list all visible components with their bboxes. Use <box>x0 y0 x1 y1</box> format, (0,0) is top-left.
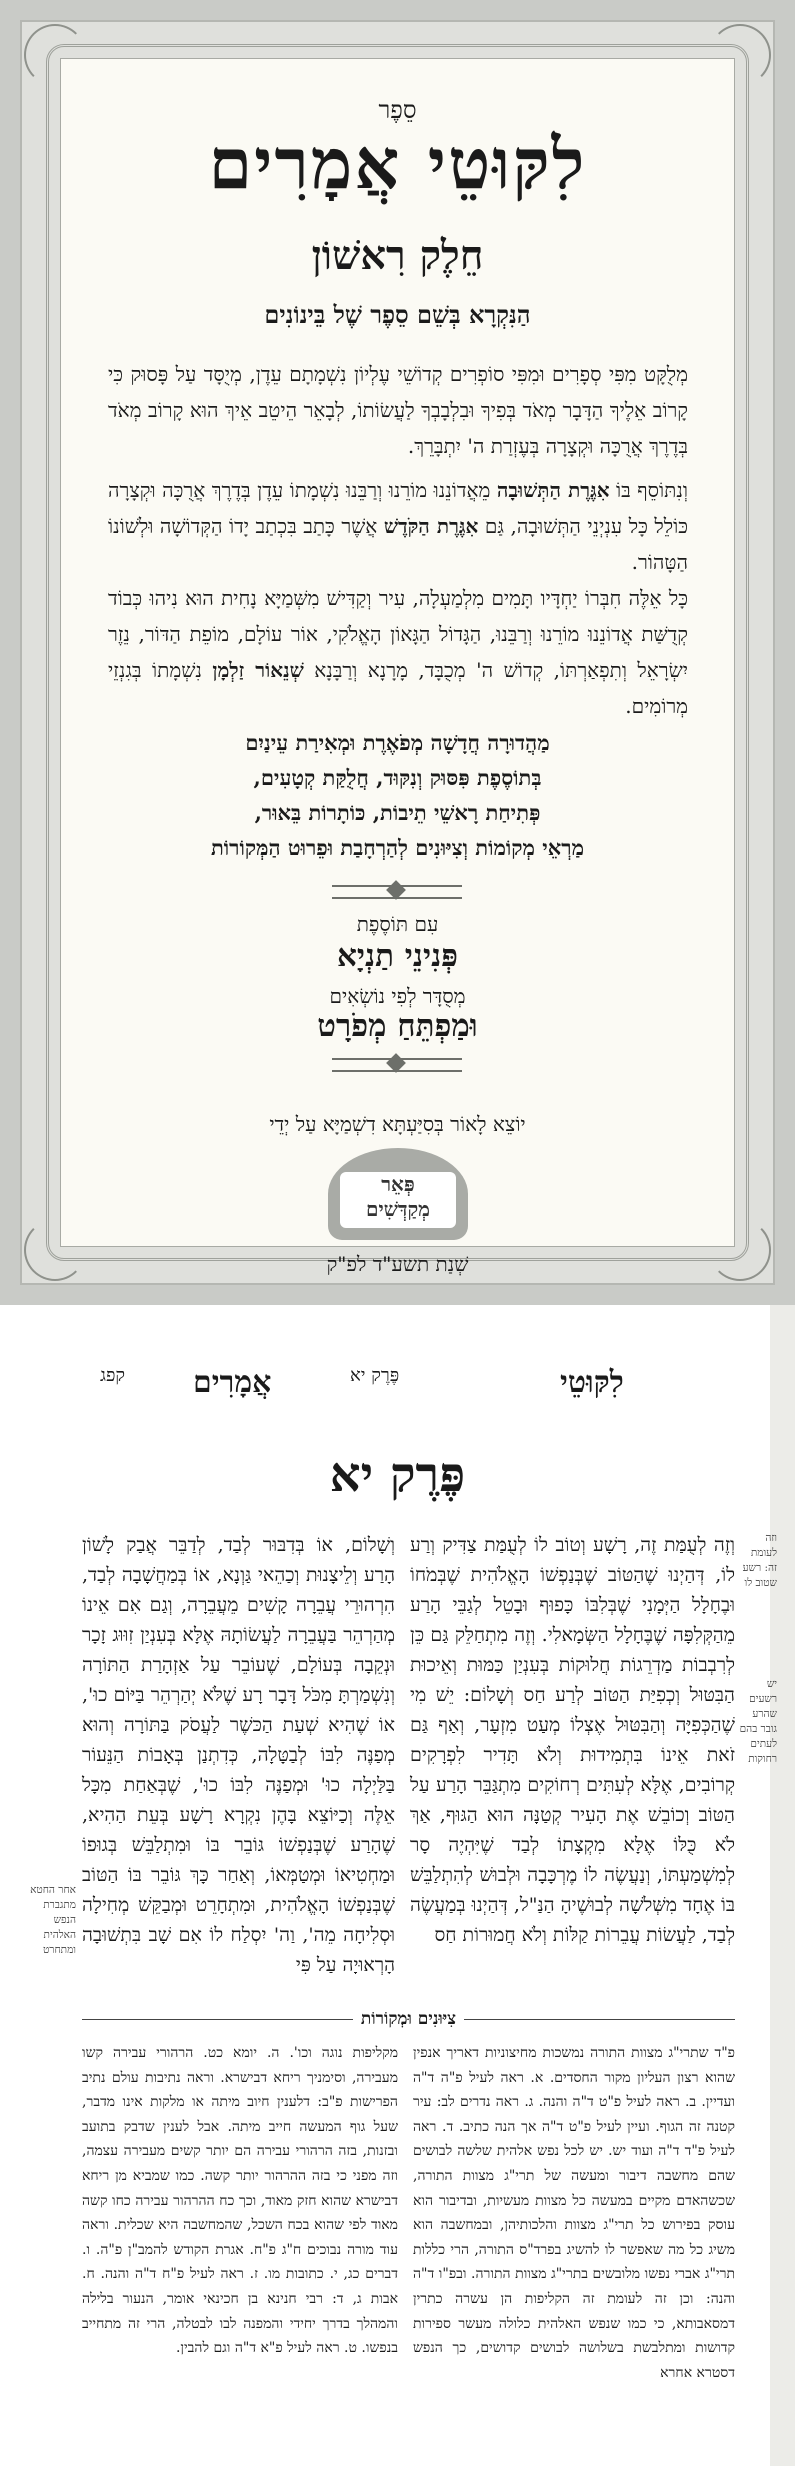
feature-line: מַהֲדוּרָה חֲדָשָׁה מְפֹאֶרֶת וּמְאִירַת עֵינַיִם <box>245 730 550 755</box>
logo-text: פְּאֵר <box>381 1172 415 1196</box>
additions-paragraph: וְנִתּוֹסֵף בּוֹ אִגֶּרֶת הַתְּשׁוּבָה מֵאֲדוֹנֵנוּ מוֹרֵנוּ וְרַבֵּנוּ נִשְׁמָתוֹ עֵדֶן בְּדֶרֶךְ אֲרֻכָּה וּקְצָרָה כּוֹלֵל כָּל עִנְיְנֵי הַתְּשׁוּבָה, גַּם אִגֶּרֶת הַקֹּדֶשׁ אֲשֶׁר כָּתַב בִּכְתַב יָדוֹ הַקְּדוֹשָׁה וּלְשׁוֹנוֹ הַטָּהוֹר. <box>108 478 688 574</box>
page-number: קפג <box>100 1365 126 1386</box>
addition-description: מְסֻדָּר לְפִי נוֹשְׂאִים <box>329 984 466 1008</box>
notes-separator <box>82 2009 735 2029</box>
running-header-left: אֲמָרִים <box>193 1365 272 1400</box>
running-header-right: לִקּוּטֵי <box>560 1365 624 1400</box>
part-title: חֵלֶק רִאשׁוֹן <box>311 232 484 279</box>
main-title: לִקּוּטֵי אֲמָרִים <box>208 122 587 205</box>
addition-index: וּמַפְתֵּחַ מְפֹרָט <box>317 1008 478 1044</box>
main-text-column-left: וְשָׁלוֹם, אוֹ בְּדִבּוּר לְבַד, לְדַבֵּר אֲבַק לָשׁוֹן הָרַע וְלֵיצָנוּת וְכַהֵאי גַּוְנָא, אוֹ בְּמַחֲשָׁבָה לְבַד, הִרְהוּרֵי עֲבֵרָה קָשִׁים מֵעֲבֵרָה, וְגַם אִם אֵינוֹ מְהַרְהֵר בַּעֲבֵרָה לַעֲשׂוֹתָהּ אֶלָּא בְּעִנְיַן זִוּוּג זָכָר וּנְקֵבָה בְּעוֹלָם, שֶׁעוֹבֵר עַל אַזְהָרַת הַתּוֹרָה וְנִשְׁמַרְתָּ מִכֹּל דָּבָר רָע שֶׁלֹּא יְהַרְהֵר בַּיּוֹם כוּ', אוֹ שֶׁהִיא שְׁעַת הַכּשֶׁר לַעֲסֹק בַּתּוֹרָה וְהוּא מְפַנֶּה לִבּוֹ לְבַטָּלָה, כְּדִתְנַן בְּאָבוֹת הַנֵּעוֹר בַּלַּיְלָה כוּ' וּמְפַנֶּה לִבּוֹ כוּ', שֶׁבְּאַחַת מִכָּל אֵלֶּה וְכַיּוֹצֵא בָּהֶן נִקְרָא רָשָׁע בְּעֵת הַהִיא, שֶׁהָרַע שֶׁבְּנַפְשׁוֹ גּוֹבֵר בּוֹ וּמִתְלַבֵּשׁ בְּגוּפוֹ וּמַחְטִיאוֹ וּמְטַמְּאוֹ, וְאַחַר כָּךְ גּוֹבֵר בּוֹ הַטּוֹב שֶׁבְּנַפְשׁוֹ הָאֱלֹהִית, וּמִתְחָרֵט וּמְבַקֵּשׁ מְחִילָה וּסְלִיחָה מֵה', וַה' יִסְלַח לוֹ אִם שָׁב בִּתְשׁוּבָה הָרְאוּיָה עַל פִּי <box>82 1534 395 1976</box>
text-page <box>0 1305 795 2466</box>
publisher-logo <box>328 1148 468 1240</box>
corner-ornament-icon <box>709 24 771 86</box>
ornament-divider-icon <box>332 1058 462 1072</box>
subtitle: הַנִּקְרָא בְּשֵׁם סֵפֶר שֶׁל בֵּינוֹנִים <box>264 300 531 329</box>
feature-line: בְּתוֹסֶפֶת פִּסּוּק וְנִקּוּד, חֲלֻקַּת קְטָעִים, <box>253 765 542 790</box>
chapter-title: פֶּרֶק יא <box>329 1447 466 1503</box>
addition-name: פְּנִינֵי תַנְיָא <box>336 938 459 974</box>
sefer-label: סֵפֶר <box>378 96 417 124</box>
margin-note: אחר החטא מתגברת הנפש האלהית ומתחרט <box>30 1884 76 1956</box>
publisher-line: יוֹצֵא לָאוֹר בְּסִיַּעְתָּא דִשְׁמַיָּא עַל יְדֵי <box>269 1112 526 1136</box>
logo-text: מְקַדְּשִׁים <box>365 1197 431 1221</box>
publication-year: שְׁנַת תשע"ד לפ"ק <box>326 1252 469 1276</box>
iggeret-hateshuva: אִגֶּרֶת הַתְּשׁוּבָה <box>496 478 610 502</box>
iggeret-hakodesh: אִגֶּרֶת הַקֹּדֶשׁ <box>383 514 479 538</box>
author-paragraph: כָּל אֵלֶּה חִבְּרוֹ יַחְדָּיו תָּמִים מִלְמַעְלָה, עִיר וְקַדִּישׁ מִשְּׁמַיָּא נָחִית הוּא נִיהוּ כְּבוֹד קְדֻשַּׁת אֲדוֹנֵנוּ מוֹרֵנוּ וְרַבֵּנוּ, הַגָּדוֹל הַגָּאוֹן הָאֱלֹקִי, אוֹר עוֹלָם, מוֹפֵת הַדּוֹר, נֵזֶר יִשְׂרָאֵל וְתִפְאַרְתּוֹ, קְדוֹשׁ ה' מְכֻבָּד, מָרָנָא וְרַבָּנָא שְׁנֵאוֹר זַלְמָן נִשְׁמָתוֹ בְּגִנְזֵי מְרוֹמִים. <box>108 586 689 718</box>
corner-ornament-icon <box>24 24 86 86</box>
main-text-column-right: וְזֶה לְעֻמַּת זֶה, רָשָׁע וְטוֹב לוֹ לְעֻמַּת צַדִּיק וְרַע לוֹ, דְּהַיְנוּ שֶׁהַטּוֹב שֶׁבְּנַפְשׁוֹ הָאֱלֹהִית שֶׁבְּמֹחוֹ וּבֶחָלָל הַיְּמָנִי שֶׁבְּלִבּוֹ כָּפוּף וּבָטֵל לְגַבֵּי הָרַע מֵהַקְּלִפָּה שֶׁבֶּחָלָל הַשְּׂמָאלִי. וְזֶה מִתְחַלֵּק גַּם כֵּן לְרִבְבוֹת מַדְרֵגוֹת חֲלוּקוֹת בְּעִנְיַן כַּמּוּת וְאֵיכוּת הַבִּטּוּל וְכְפִיַּת הַטּוֹב לְרַע חַס וְשָׁלוֹם: יֵשׁ מִי שֶׁהַכְּפִיָּה וְהַבִּטּוּל אֶצְלוֹ מְעַט מִזְעָר, וְאַף גַּם זֹאת אֵינוֹ בִּתְמִידוּת וְלֹא תָּדִיר לִפְרָקִים קְרוֹבִים, אֶלָּא לְעִתִּים רְחוֹקִים מִתְגַּבֵּר הָרַע עַל הַטּוֹב וְכוֹבֵשׁ אֶת הָעִיר קְטַנָּה הוּא הַגּוּף, אַךְ לֹא כֻּלּוֹ אֶלָּא מִקְצָתוֹ לְבַד שֶׁיִּהְיֶה סָר לְמִשְׁמַעְתּוֹ, וְנַעֲשֶׂה לוֹ מֶרְכָּבָה וּלְבוּשׁ לְהִתְלַבֵּשׁ בּוֹ אֶחָד מִשְּׁלֹשָׁה לְבוּשֶׁיהָ הַנַּ"ל, דְּהַיְנוּ בְּמַעֲשֶׂה לְבַד, לַעֲשׂוֹת עֲבֵרוֹת קַלּוֹת וְלֹא חֲמוּרוֹת חַס <box>410 1534 735 1946</box>
notes-heading: צִיּוּנִים וּמְקוֹרוֹת <box>353 2009 464 2029</box>
footnotes-column-right: פ"ד שתרי"ג מצוות התורה נמשכות מחיצוניות דאריך אנפין שהוא רצון העליון מקור החסדים. א. ראה לעיל פ"ה ד"ה ועדיין. ב. ראה לעיל פ"ט ד"ה והנה. ג. ראה נדרים לב: עיר קטנה זה הגוף. ועיין לעיל פ"ט ד"ה אך הנה כתיב. ד. ראה לעיל פ"ד ד"ה ועוד יש. יש לכל נפש אלהית שלשה לבושים שהם מחשבה דיבור ומעשה של תרי"ג מצוות התורה, שכשהאדם מקיים במעשה כל מצוות מעשיות, ובדיבור הוא עוסק בפירוש כל תרי"ג מצוות והלכותיהן, ובמחשבה הוא משיג כל מה שאפשר לו להשיג בפרד"ס התורה, הרי כללות תרי"ג אברי נפשו מלובשים בתרי"ג מצוות התורה. ובפ"ו ד"ה והנה: וכן זה לעומת זה הקליפות הן עשרה כתרין דמסאבותא, כי כמו שנפש האלהית כלולה מעשר ספירות קדושות ומתלבשת בשלושה לבושים קדושים, כך הנפש דסטרא אחרא <box>413 2045 735 2381</box>
running-header-chapter: פֶּרֶק יא <box>350 1365 400 1386</box>
feature-line: פְּתִיחַת רָאשֵׁי תֵיבוֹת, כּוֹתָרוֹת בֵּאוּר, <box>254 800 541 825</box>
description-paragraph: מְלֻקָּט מִפִּי סְפָרִים וּמִפִּי סוֹפְרִים קְדוֹשֵׁי עֶלְיוֹן נִשְׁמָתָם עֵדֶן, מְיֻסָּד עַל פָּסוּק כִּי קָרוֹב אֵלֶיךָ הַדָּבָר מְאֹד בְּפִיךָ וּבִלְבָבְךָ לַעֲשׂוֹתוֹ, לְבָאֵר הֵיטֵב אֵיךְ הוּא קָרוֹב מְאֹד בְּדֶרֶךְ אֲרֻכָּה וּקְצָרָה בְּעֶזְרַת ה' יִתְבָּרֵךְ. <box>108 362 688 458</box>
addition-label: עִם תּוֹסֶפֶת <box>356 912 439 936</box>
ornament-divider-icon <box>332 885 462 899</box>
margin-note: וזה לעומת זה: רשע שטוב לו <box>742 1532 777 1589</box>
margin-note: יש רשעים שהרע גובר בהם לעתים רחוקות <box>739 1678 777 1765</box>
footnotes-column-left: מקליפות נוגה וכו'. ה. יומא כט. הרהורי עבירה קשו מעבירה, וסימניך ריחא דבישרא. וראה נתיבות עולם נתיב הפרישות פ"ב: דלענין חיוב מיתה או מלקות אינו מדבר, שעל גוף המעשה חייב מיתה. אבל לענין שדבק בתועב ובזנות, בזה הרהורי עבירה הם יותר קשים מעבירה עצמה, וזה מפני כי בזה ההרהור יותר קשה. כמו שמביא מן ריחא דבישרא שהוא חזק מאוד, וכך כח ההרהור עבירה כחו קשה מאוד לפי שהוא בכח השכל, שהמחשבה היא שכלית. וראה עוד מורה נבוכים ח"ג פ"ח. אגרת הקודש להמב"ן פ"ה. ו. דברים כג, י. כתובות מו. ז. ראה לעיל פ"ח ד"ה והנה. ח. אבות ג, ד: רבי חנינא בן חכינאי אומר, הנעור בלילה והמהלך בדרך יחידי והמפנה לבו לבטלה, הרי זה מתחייב בנפשו. ט. ראה לעיל פ"א ד"ה וגם להבין. <box>82 2045 398 2357</box>
feature-line: מַרְאֵי מְקוֹמוֹת וְצִיּוּנִים לְהַרְחָבַת וּפֵרוּט הַמְּקוֹרוֹת <box>210 835 585 860</box>
author-name: שְׁנֵאוֹר זַלְמָן <box>212 658 304 682</box>
